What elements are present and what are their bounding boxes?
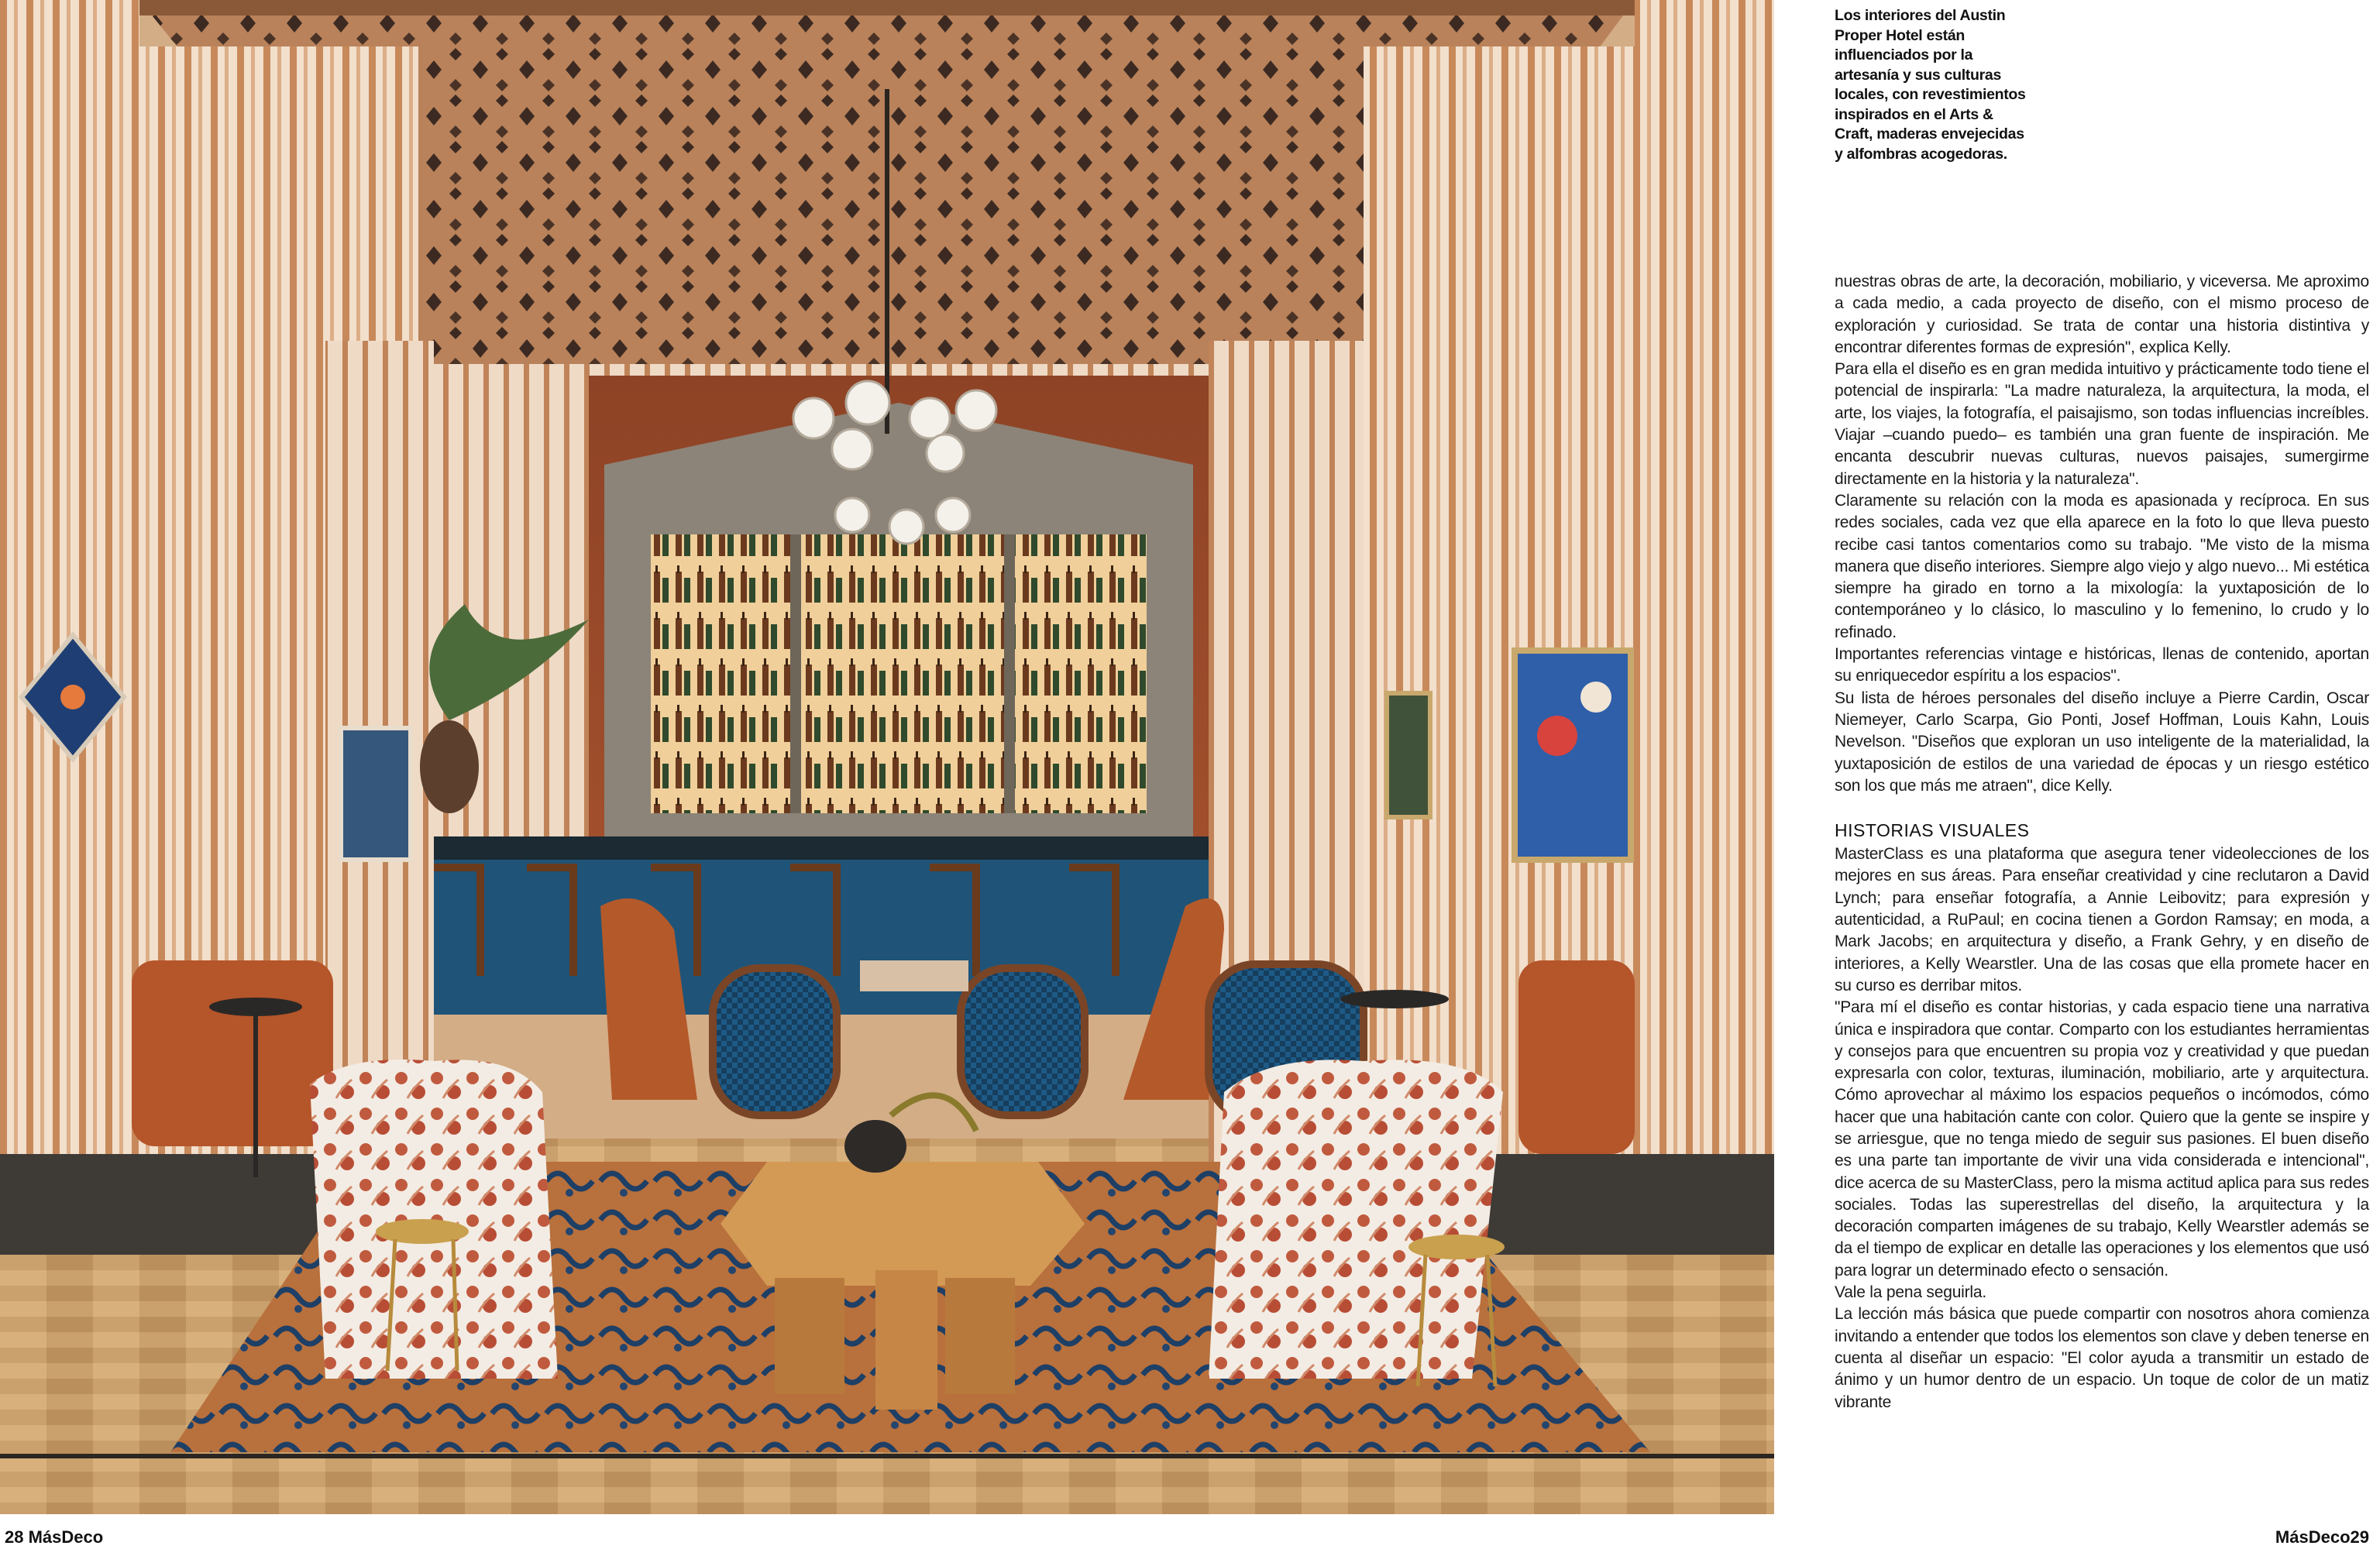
folio-left [5, 1527, 103, 1547]
section-heading: HISTORIAS VISUALES [1835, 820, 2030, 841]
paragraph: Su lista de héroes personales del diseño incluye a Pierre Cardin, Oscar Niemeyer, Carlo Scarpa, Gio Ponti, Josef Hoffman, Louis Kahn, Louis Nevelson. "Diseños que exploran un uso inteligente de la materialidad, la yuxtaposición de estilos de una variedad de épocas y un riesgo estético son los que más me atraen", dice Kelly. [1835, 689, 2369, 795]
paragraph: Claramente su relación con la moda es apasionada y recíproca. En sus redes sociales, cada vez que ella aparece en la foto lo que lleva puesto recibe casi tantos comentarios como su trabajo. "Me visto de la misma manera que diseño interiores. Siempre algo viejo y algo nuevo... Mi estética siempre ha girado en torno a la mixología: la yuxtaposición de lo contemporáneo y lo clásico, lo masculino y lo femenino, lo crudo y lo refinado. [1835, 491, 2369, 641]
magazine-brand: MásDeco [28, 1527, 104, 1547]
paragraph: La lección más básica que puede compartir con nosotros ahora comienza invitando a entender que todos los elementos son clave y deben tenerse en cuenta al diseñar un espacio: "El color ayuda a transmitir un estado de ánimo y un humor dentro de un espacio. Un toque de color de un matiz vibrante [1835, 1305, 2369, 1411]
photo-caption: Los interiores del Austin Proper Hotel están influenciados por la artesanía y sus culturas locales, con revestimientos inspirados en el Arts & Craft, maderas envejecidas y alfombras acogedoras. [1835, 7, 2026, 163]
page-number: 29 [2350, 1527, 2369, 1547]
folio-right [2275, 1527, 2369, 1547]
magazine-brand: MásDeco [2275, 1527, 2351, 1547]
paragraph: Vale la pena seguirla. [1835, 1283, 1987, 1302]
paragraph: nuestras obras de arte, la decoración, mobiliario, y viceversa. Me aproximo a cada medio, a cada proyecto de diseño, con el mismo proceso de exploración y curiosidad. Se trata de contar una historia distintiva y encontrar diferentes formas de expresión", explica Kelly. [1835, 273, 2369, 356]
article-column [1835, 271, 2369, 1413]
paragraph: Importantes referencias vintage e históricas, llenas de contenido, aportan su enriquecedor espíritu a los espacios". [1835, 645, 2369, 685]
paragraph: "Para mí el diseño es contar historias, y cada espacio tiene una narrativa única e inspiradora que contar. Comparto con los estudiantes herramientas y consejos para que encuentren su propia voz y creatividad y que puedan expresarla con color, texturas, iluminación, mobiliario, arte y arquitectura. Cómo aprovechar al máximo los espacios pequeños o incómodos, cómo hacer que una habitación cante con color. Quiero que la gente se inspire y se arriesgue, que no tenga miedo de seguir sus pasiones. El buen diseño es una parte tan importante de vivir una vida considerada e intencional", dice acerca de su MasterClass, pero la misma actitud aplica para sus redes sociales. Todas las superestrellas del diseño, la arquitectura y la decoración comparten imágenes de su trabajo, Kelly Wearstler además se da el tiempo de explicar en detalle las operaciones y los elementos que usó para lograr un determinado efecto o sensación. [1835, 998, 2369, 1279]
paragraph: Para ella el diseño es en gran medida intuitivo y prácticamente todo tiene el potencial de inspirarla: "La madre naturaleza, la arquitectura, la moda, el arte, los viajes, la fotografía, el paisajismo, son todas influencias increíbles. Viajar –cuando puedo– es también una gran fuente de inspiración. Me encanta descubrir nuevas culturas, nuevos paisajes, sumergirme directamente en la historia y la naturaleza". [1835, 360, 2369, 488]
paragraph: MasterClass es una plataforma que asegura tener videolecciones de los mejores en sus áreas. Para enseñar creatividad y cine reclutaron a David Lynch; para enseñar fotografía, a Annie Leibovitz; para expresión y autenticidad, a RuPaul; en cocina tienen a Gordon Ramsay; en moda, a Mark Jacobs; en arquitectura y diseño, a Frank Gehry, y en diseño de interiores, a Kelly Wearstler. Una de las cosas que ella promete hacer en su curso es derribar mitos. [1835, 845, 2369, 994]
page-number: 28 [5, 1527, 24, 1547]
